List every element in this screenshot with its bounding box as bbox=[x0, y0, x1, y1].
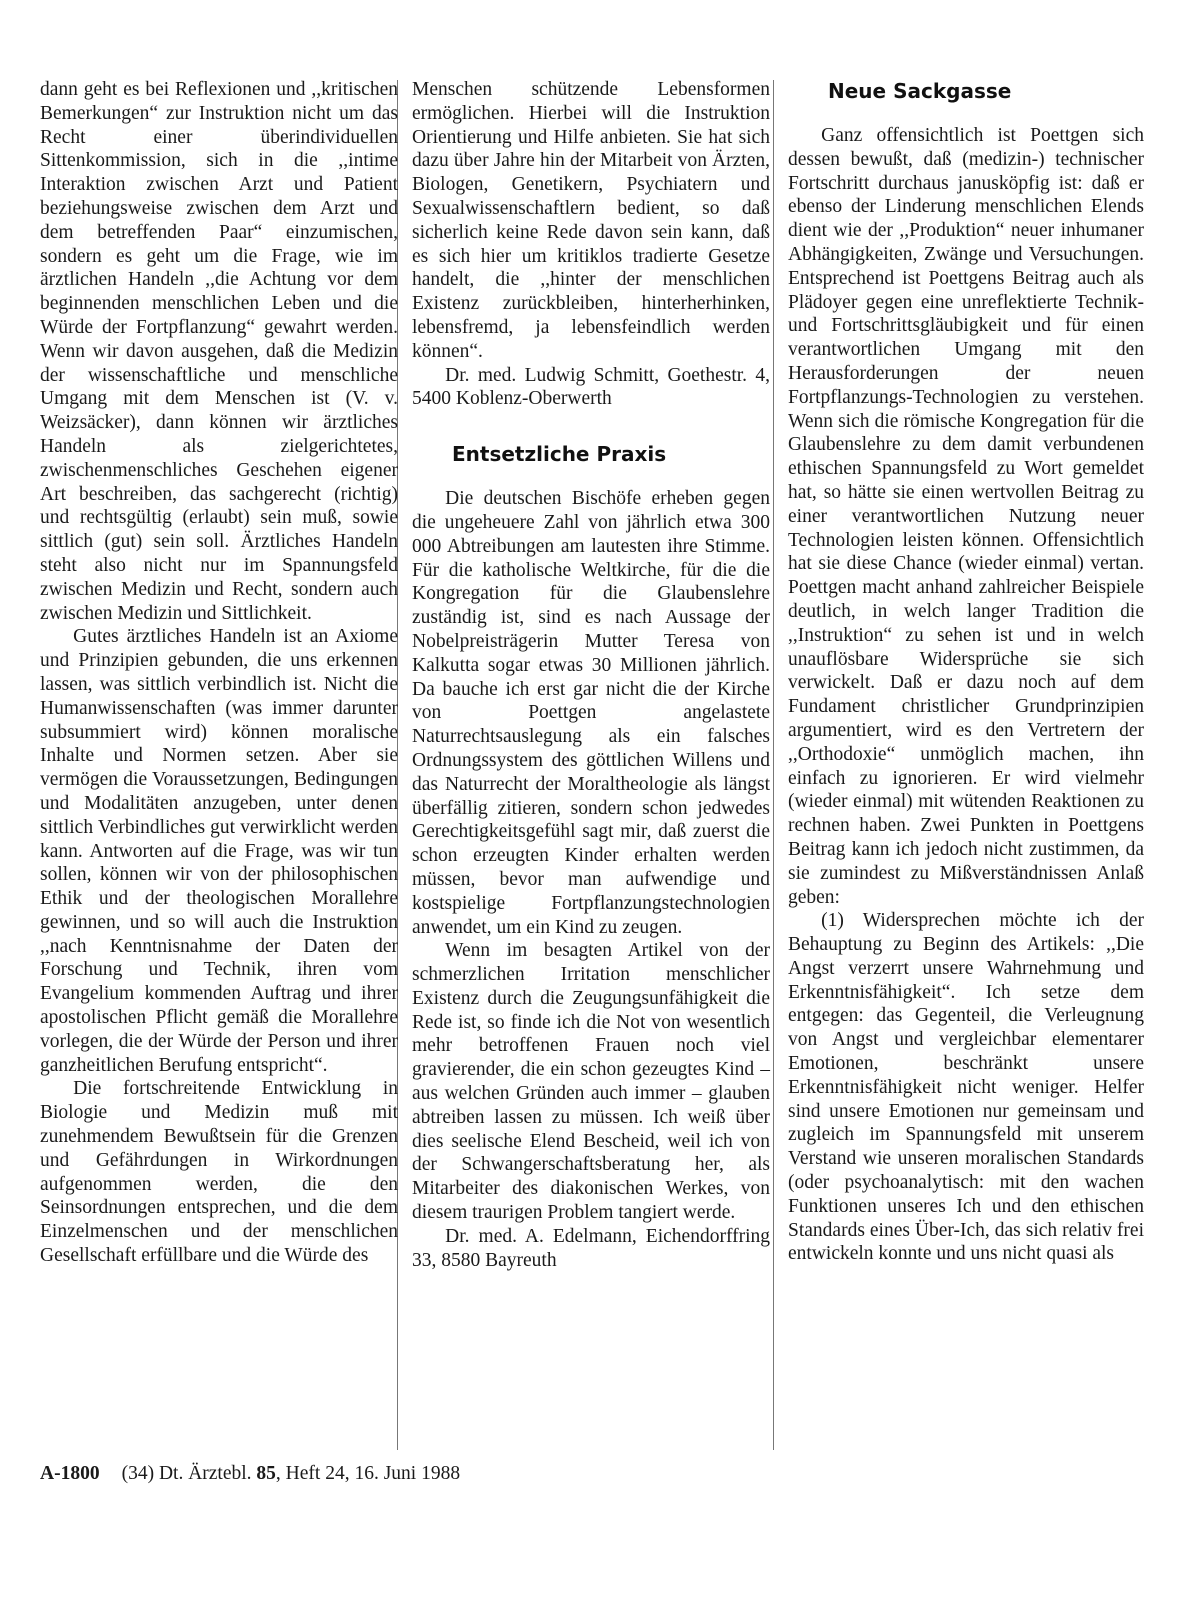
paragraph: Menschen schützende Lebensformen ermöglichen. Hierbei will die Instruktion Orientierung und Hilfe anbieten. Sie hat sich dazu über Jahre hin der Mitarbeit von Ärzten, Biologen, Genetikern, Psychiatern und Sexualwissenschaftlern bedient, so daß sicherlich keine Rede davon sein kann, daß es sich hier um kritiklos tradierte Gesetze handelt, die ,,hinter der menschlichen Existenz zurückbleiben, hinterherhinken, lebensfremd, ja lebensfeindlich werden können“. bbox=[412, 79, 770, 362]
column-divider bbox=[773, 80, 774, 1450]
letter-signature: Dr. med. A. Edelmann, Eichendorffring 33, 8580 Bayreuth bbox=[412, 1225, 770, 1271]
column-2 bbox=[412, 78, 770, 1272]
column-1 bbox=[40, 78, 398, 1268]
paragraph: Gutes ärztliches Handeln ist an Axiome und Prinzipien gebunden, die uns erkennen lassen, was sittlich verbindlich ist. Nicht die Humanwissenschaften (was immer darunter subsummiert wird) können moralische Inhalte und Normen setzen. Aber sie vermögen die Voraussetzungen, Bedingungen und Modalitäten anzugeben, unter denen sittlich Verbindliches gut verwirklicht werden kann. Antworten auf die Frage, was wir tun sollen, können wir von der philosophischen Ethik und der theologischen Morallehre gewinnen, und so will auch die Instruktion ,,nach Kenntnisnahme der Daten der Forschung und Technik, ihren vom Evangelium kommenden Auftrag und ihrer apostolischen Pflicht gemäß die Morallehre vorlegen, die der Würde der Person und ihrer ganzheitlichen Berufung entspricht“. bbox=[40, 626, 398, 1076]
paragraph: Ganz offensichtlich ist Poettgen sich dessen bewußt, daß (medizin-) technischer Fortschritt durchaus janusköpfig ist: daß er ebenso der Linderung menschlichen Elends dient wie der ,,Produktion“ neuer inhumaner Abhängigkeiten, Zwänge und Versuchungen. Entsprechend ist Poettgens Beitrag auch als Plädoyer gegen eine unreflektierte Technik- und Fortschrittsgläubigkeit und für einen verantwortlichen Umgang mit den Herausforderungen der neuen Fortpflanzungs-Technologien zu verstehen. Wenn sich die römische Kongregation für die Glaubenslehre zu dem damit verbundenen ethischen Spannungsfeld zu Wort gemeldet hat, so hätte sie einen wertvollen Beitrag zu einer verantwortlichen Nutzung neuer Technologien leisten können. Offensichtlich hat sie diese Chance (wieder einmal) vertan. Poettgen macht anhand zahlreicher Beispiele deutlich, in welch langer Tradition die ,,Instruktion“ zu sehen ist und in welch unauflösbare Widersprüche sie sich verwickelt. Daß er dazu noch auf dem Fundament christlicher Grundprinzipien argumentiert, wird es den Vertretern der ,,Orthodoxie“ unmöglich machen, ihn einfach zu ignorieren. Er wird vielmehr (wieder einmal) mit wütenden Reaktionen zu rechnen haben. Zwei Punkten in Poettgens Beitrag kann ich jedoch nicht zustimmen, da sie zumindest zu Mißverständnissen Anlaß geben: bbox=[788, 125, 1144, 908]
journal-volume: 85 bbox=[256, 1463, 276, 1484]
journal-citation-suffix: , Heft 24, 16. Juni 1988 bbox=[275, 1463, 461, 1484]
paragraph: Die fortschreitende Entwicklung in Biologie und Medizin muß mit zunehmendem Bewußtsein für die Grenzen und Gefährdungen in Wirkordnungen aufgenommen werden, die den Seinsordnungen entsprechen, und die dem Einzelmenschen und der menschlichen Gesellschaft erfüllbare und die Würde des bbox=[40, 1078, 398, 1267]
paragraph: (1) Widersprechen möchte ich der Behauptung zu Beginn des Artikels: ,,Die Angst verzerrt unsere Wahrnehmung und Erkenntnisfähigkeit“. Ich setze dem entgegen: das Gegenteil, die Verleugnung von Angst und vergleichbar elementarer Emotionen, beschränkt unsere Erkenntnisfähigkeit nicht weniger. Helfer sind unsere Emotionen nur gemeinsam und zugleich im Spannungsfeld mit unserem Verstand wie unseren moralischen Standards (oder psychoanalytisch: mit den wachen Funktionen unseres Ich und den ethischen Standards eines Über-Ich, das sich relativ frei entwickeln konnte und uns nicht quasi als bbox=[788, 910, 1144, 1265]
section-heading: Entsetzliche Praxis bbox=[452, 442, 667, 467]
paragraph: Wenn im besagten Artikel von der schmerzlichen Irritation menschlicher Existenz durch die Zeugungsunfähigkeit die Rede ist, so finde ich die Not von wesentlich mehr betroffenen Frauen noch viel gravierender, die ein schon gezeugtes Kind – aus welchen Gründen auch immer – glauben abtreiben lassen zu müssen. Ich weiß über dies seelische Elend Bescheid, weil ich von der Schwangerschaftsberatung her, als Mitarbeiter des diakonischen Werkes, von diesem traurigen Problem tangiert werde. bbox=[412, 940, 770, 1224]
journal-citation-prefix: (34) Dt. Ärztebl. bbox=[121, 1463, 252, 1484]
paragraph: dann geht es bei Reflexionen und ,,kritischen Bemerkungen“ zur Instruktion nicht um das Recht einer überindividuellen Sittenkommission, sich in die ,,intime Interaktion zwischen Arzt und Patient beziehungsweise zwischen dem Arzt und dem betreffenden Paar“ einzumischen, sondern es geht um die Frage, wie im ärztlichen Handeln ,,die Achtung vor dem beginnenden menschlichen Leben und die Würde der Fortpflanzung“ gewahrt werden. Wenn wir davon ausgehen, daß die Medizin der wissenschaftliche und menschliche Umgang mit dem Menschen ist (V. v. Weizsäcker), dann können wir ärztliches Handeln als zielgerichtetes, zwischenmenschliches Geschehen eigener Art beschreiben, das sachgerecht (richtig) und rechtsgültig (erlaubt) sein muß, sowie sittlich (gut) sein soll. Ärztliches Handeln steht also nicht nur im Spannungsfeld zwischen Medizin und Recht, sondern auch zwischen Medizin und Sittlichkeit. bbox=[40, 79, 398, 624]
page-footer bbox=[40, 1463, 460, 1485]
section-heading: Neue Sackgasse bbox=[828, 79, 1012, 103]
paragraph: Die deutschen Bischöfe erheben gegen die ungeheuere Zahl von jährlich etwa 300 000 Abtreibungen am lautesten ihre Stimme. Für die katholische Weltkirche, für die die Kongregation für die Glaubenslehre zuständig ist, sind es nach Aussage der Nobelpreisträgerin Mutter Teresa von Kalkutta sogar etwas 30 Millionen jährlich. Da bauche ich erst gar nicht die der Kirche von Poettgen angelastete Naturrechtsauslegung als ein falsches Ordnungssystem des göttlichen Willens und das Naturrecht der Moraltheologie als längst überfällig zitieren, sondern schon jedwedes Gerechtigkeitsgefühl sagt mir, daß zuerst die schon erzeugten Kinder erhalten werden müssen, bevor man aufwendige und kostspielige Fortpflanzungstechnologien anwendet, um ein Kind zu zeugen. bbox=[412, 488, 770, 938]
column-3 bbox=[788, 78, 1144, 1266]
page-number: A-1800 bbox=[40, 1463, 100, 1484]
letter-signature: Dr. med. Ludwig Schmitt, Goethestr. 4, 5400 Koblenz-Oberwerth bbox=[412, 364, 770, 410]
